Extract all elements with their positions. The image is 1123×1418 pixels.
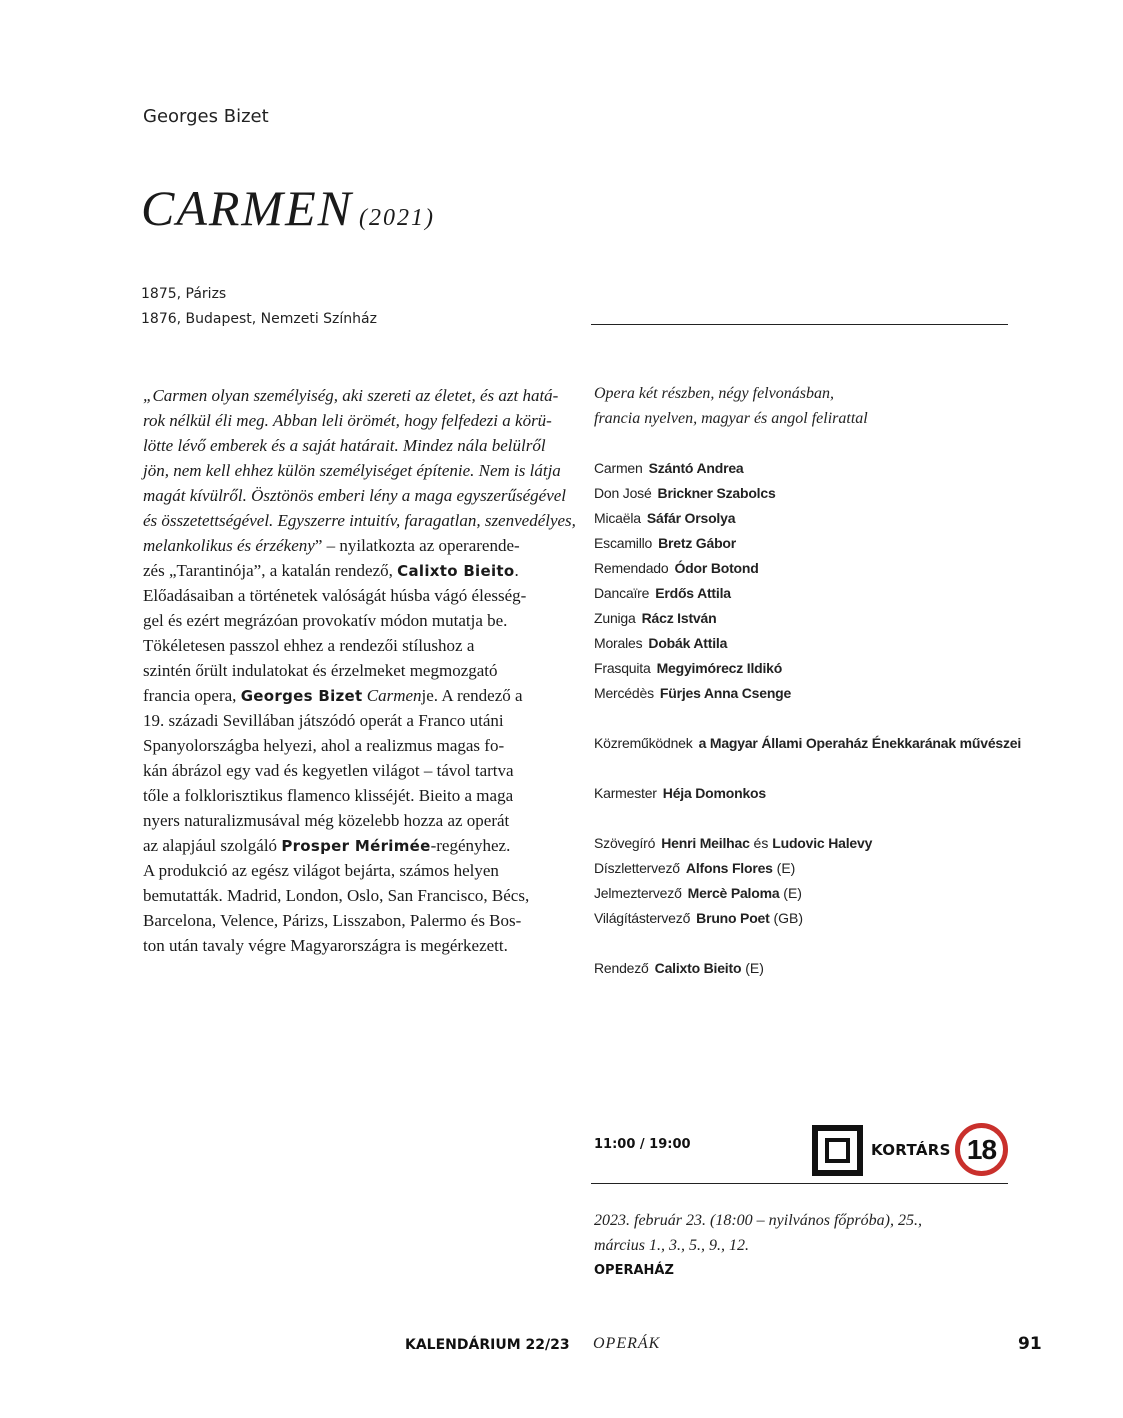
description-line [143,683,553,708]
performance-times: 11:00 / 19:00 [594,1137,691,1152]
cast-line [594,556,759,581]
description-line [143,758,553,783]
cast-line [594,681,791,706]
description-line [143,508,576,533]
description-line [143,458,561,483]
production-year: (2021) [358,205,435,231]
cast-role: Micaëla [594,510,641,526]
highlighted-name: Calixto Bieito [397,562,515,580]
cast-name: Ódor Botond [674,560,759,576]
description-segment: Spanyolországba helyezi, ahol a realizmus magas fo- [143,736,505,755]
credit-line [594,881,802,906]
opera-title [141,178,435,248]
cast-name: Rácz István [641,610,717,626]
cast-line [594,581,731,606]
cast-line [594,456,744,481]
series-logo-inner [825,1138,850,1163]
cast-name: Erdős Attila [655,585,731,601]
cast-line [594,656,782,681]
credit-country: (E) [779,885,802,901]
series-logo-icon [812,1125,863,1176]
description-segment: A produkció az egész világot bejárta, számos helyen [143,861,499,880]
conductor-line [594,781,766,806]
description-segment: francia opera, [143,686,241,705]
description-segment: Előadásaiban a történetek valóságát húsba vágó élesség- [143,586,527,605]
description-segment: kán ábrázol egy vad és kegyetlen világot – távol tartva [143,761,514,780]
description-segment: gel és ezért megrázóan provokatív módon mutatja be. [143,611,508,630]
credit-name-2: Ludovic Halevy [772,835,873,851]
description-segment: zés „Tarantinója”, a katalán rendező, [143,561,398,580]
cast-name: Szántó Andrea [648,460,744,476]
cast-role: Frasquita [594,660,651,676]
series-label: KORTÁRS [871,1141,951,1159]
credit-name: Henri Meilhac [661,835,750,851]
cast-role: Carmen [594,460,643,476]
cast-role: Escamillo [594,535,653,551]
description-segment: „Carmen olyan személyiség, aki szereti az életet, és azt hatá- [143,386,559,405]
cast-role: Morales [594,635,643,651]
page-number: 91 [1018,1334,1042,1354]
credit-country: (GB) [769,910,804,926]
chorus-line [594,731,1021,756]
cast-role: Don José [594,485,652,501]
director-line [594,956,764,981]
cast-name: Fürjes Anna Csenge [659,685,792,701]
age-rating-badge: 18 [955,1123,1008,1176]
description-text [143,383,576,958]
subtitle-line: francia nyelven, magyar és angol felirattal [594,410,868,427]
cast-role: Dancaïre [594,585,650,601]
chorus-name: a Magyar Állami Operaház Énekkarának művészei [698,735,1022,751]
chorus-role: Közreműködnek [594,735,693,751]
performance-dates: 2023. február 23. (18:00 – nyilvános főpróba), 25., [594,1212,922,1229]
description-line [143,633,553,658]
description-line [143,883,553,908]
description-line [143,808,553,833]
description-line [143,908,553,933]
description-segment: -regényhez. [430,836,511,855]
venue-name: OPERAHÁZ [594,1263,674,1278]
description-segment: és összetettségével. Egyszerre intuitív, faragatlan, szenvedélyes, [143,511,576,530]
description-line [143,408,553,433]
highlighted-name: Prosper Mérimée [281,837,431,855]
description-line [143,608,553,633]
title-text: CARMEN [141,180,353,236]
description-segment: Tökéletesen passzol ehhez a rendezői stílushoz a [143,636,475,655]
conductor-name: Héja Domonkos [662,785,766,801]
production-subtitle [594,381,868,431]
director-name: Calixto Bieito [654,960,742,976]
description-segment: lötte lévő emberek és a saját határait. Mindez nála belülről [143,436,546,455]
description-line [143,533,553,558]
highlighted-name: Georges Bizet [240,687,363,705]
premiere-paris: 1875, Párizs [141,286,227,302]
cast-line [594,606,716,631]
description-segment: tőle a folklorisztikus flamenco klisséjét. Bieito a maga [143,786,514,805]
divider-top [591,324,1008,325]
description-segment: rok nélkül éli meg. Abban leli örömét, hogy felfedezi a körü- [143,411,552,430]
cast-name: Megyimórecz Ildikó [656,660,783,676]
director-role: Rendező [594,960,649,976]
cast-name: Bretz Gábor [658,535,737,551]
cast-name: Brickner Szabolcs [657,485,776,501]
description-segment: ” – nyilatkozta az operarende- [314,536,520,555]
credit-name: Mercè Paloma [687,885,780,901]
subtitle-line: Opera két részben, négy felvonásban, [594,385,834,402]
cast-line [594,506,735,531]
description-segment: 19. századi Sevillában játszódó operát a Franco utáni [143,711,504,730]
cast-role: Remendado [594,560,669,576]
cast-line [594,631,727,656]
cast-name: Sáfár Orsolya [646,510,736,526]
credit-name: Alfons Flores [685,860,773,876]
description-segment: jön, nem kell ehhez külön személyiséget építenie. Nem is látja [143,461,561,480]
credit-role: Szövegíró [594,835,656,851]
description-segment: az alapjául szolgáló [143,836,282,855]
description-segment: nyers naturalizmusával még közelebb hozza az operát [143,811,510,830]
credit-line [594,906,803,931]
description-line [143,583,553,608]
footer-section: OPERÁK [593,1335,661,1352]
cast-line [594,481,776,506]
divider-bottom [591,1183,1008,1184]
director-country: (E) [741,960,764,976]
credit-line [594,856,795,881]
cast-role: Mercédès [594,685,654,701]
cast-name: Dobák Attila [648,635,728,651]
conductor-role: Karmester [594,785,657,801]
description-line [143,658,553,683]
description-line [143,858,553,883]
premiere-budapest: 1876, Budapest, Nemzeti Színház [141,311,377,327]
description-segment: szintén őrült indulatokat és érzelmeket megmozgató [143,661,498,680]
description-line [143,558,553,583]
description-line [143,733,553,758]
description-segment: magát kívülről. Ösztönös emberi lény a maga egyszerűségével [143,486,567,505]
description-line [143,708,553,733]
cast-role: Zuniga [594,610,636,626]
credit-country: (E) [772,860,796,876]
description-line [143,483,567,508]
footer-publication: KALENDÁRIUM 22/23 [405,1337,570,1353]
description-segment: je. A rendező a [421,686,523,705]
description-segment: bemutatták. Madrid, London, Oslo, San Francisco, Bécs, [143,886,530,905]
description-segment: melankolikus és érzékeny [143,536,315,555]
composer-name: Georges Bizet [143,106,269,127]
description-line [143,833,553,858]
description-line [143,433,553,458]
description-segment: ton után tavaly végre Magyarországra is megérkezett. [143,936,508,955]
description-segment: Barcelona, Velence, Párizs, Lisszabon, Palermo és Bos- [143,911,522,930]
credit-role: Világítástervező [594,910,691,926]
description-line [143,933,553,958]
performance-dates: március 1., 3., 5., 9., 12. [594,1237,749,1254]
credit-name: Bruno Poet [696,910,770,926]
description-line [143,783,553,808]
credit-line [594,831,872,856]
credit-role: Jelmeztervező [594,885,682,901]
credit-role: Díszlettervező [594,860,680,876]
credit-conjunction: és [749,835,773,851]
description-segment: Carmen [366,686,422,705]
description-line [143,383,559,408]
description-segment: . [514,561,519,580]
cast-line [594,531,736,556]
